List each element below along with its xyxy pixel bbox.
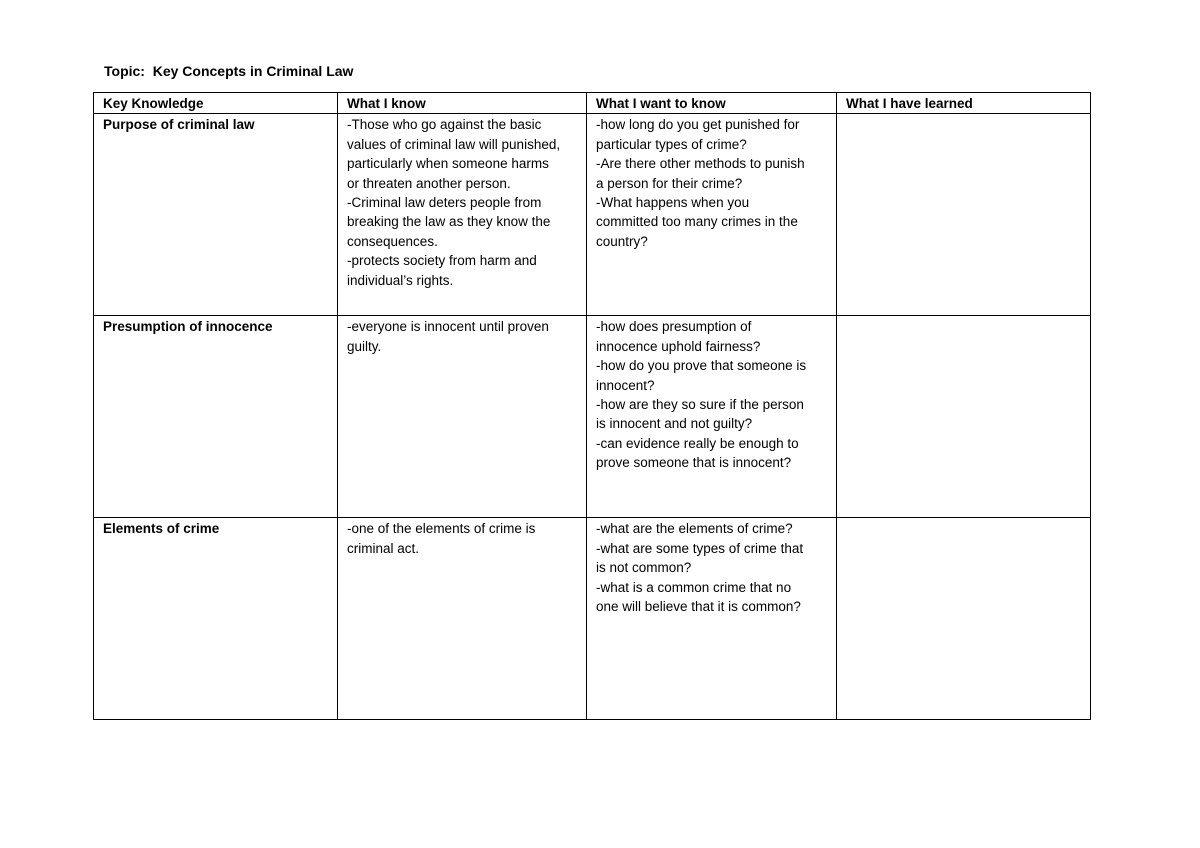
cell-line: -what is a common crime that no	[596, 579, 792, 595]
cell-line: -how do you prove that someone is	[596, 358, 807, 374]
cell-line: -how are they so sure if the person	[596, 397, 804, 413]
cell-line: -what are the elements of crime?	[596, 521, 793, 537]
cell-line: one will believe that it is common?	[596, 599, 801, 615]
cell-line: consequences.	[347, 233, 438, 249]
cell-line: -one of the elements of crime is	[347, 521, 536, 537]
cell-line: particularly when someone harms	[347, 156, 549, 172]
cell-line: or threaten another person.	[347, 175, 511, 191]
table-header-row	[94, 93, 1091, 114]
key-knowledge-cell: Elements of crime	[94, 518, 338, 720]
cell-line: a person for their crime?	[596, 175, 743, 191]
kwl-table	[93, 92, 1091, 720]
what-i-want-to-know-cell	[587, 518, 837, 720]
cell-line: committed too many crimes in the	[596, 214, 798, 230]
what-i-know-cell	[338, 114, 587, 316]
cell-line: guilty.	[347, 338, 382, 354]
cell-line: -what are some types of crime that	[596, 540, 804, 556]
header-what-i-know: What I know	[338, 93, 587, 114]
cell-line: particular types of crime?	[596, 136, 747, 152]
header-what-i-want-to-know: What I want to know	[587, 93, 837, 114]
cell-line: -Those who go against the basic	[347, 117, 542, 133]
cell-line: -how does presumption of	[596, 319, 752, 335]
what-i-know-cell	[338, 316, 587, 518]
cell-line: -Are there other methods to punish	[596, 156, 805, 172]
what-i-have-learned-cell	[837, 518, 1091, 720]
cell-line: criminal act.	[347, 540, 420, 556]
key-knowledge-cell: Purpose of criminal law	[94, 114, 338, 316]
cell-line: is not common?	[596, 560, 692, 576]
table-row	[94, 114, 1091, 316]
what-i-have-learned-cell	[837, 316, 1091, 518]
what-i-want-to-know-cell	[587, 316, 837, 518]
cell-line: individual’s rights.	[347, 272, 454, 288]
cell-line: -everyone is innocent until proven	[347, 319, 549, 335]
what-i-have-learned-cell	[837, 114, 1091, 316]
cell-line: -protects society from harm and	[347, 253, 537, 269]
header-key-knowledge: Key Knowledge	[94, 93, 338, 114]
table-row	[94, 316, 1091, 518]
cell-line: innocent?	[596, 377, 655, 393]
cell-line: -What happens when you	[596, 195, 750, 211]
cell-line: -can evidence really be enough to	[596, 435, 799, 451]
what-i-know-cell	[338, 518, 587, 720]
cell-line: prove someone that is innocent?	[596, 455, 792, 471]
cell-line: -Criminal law deters people from	[347, 195, 542, 211]
cell-line: -how long do you get punished for	[596, 117, 800, 133]
header-what-i-have-learned: What I have learned	[837, 93, 1091, 114]
table-row	[94, 518, 1091, 720]
cell-line: values of criminal law will punished,	[347, 136, 561, 152]
what-i-want-to-know-cell	[587, 114, 837, 316]
cell-line: breaking the law as they know the	[347, 214, 551, 230]
key-knowledge-cell: Presumption of innocence	[94, 316, 338, 518]
cell-line: innocence uphold fairness?	[596, 338, 761, 354]
page-title: Topic: Key Concepts in Criminal Law	[104, 63, 354, 79]
cell-line: country?	[596, 233, 648, 249]
cell-line: is innocent and not guilty?	[596, 416, 753, 432]
